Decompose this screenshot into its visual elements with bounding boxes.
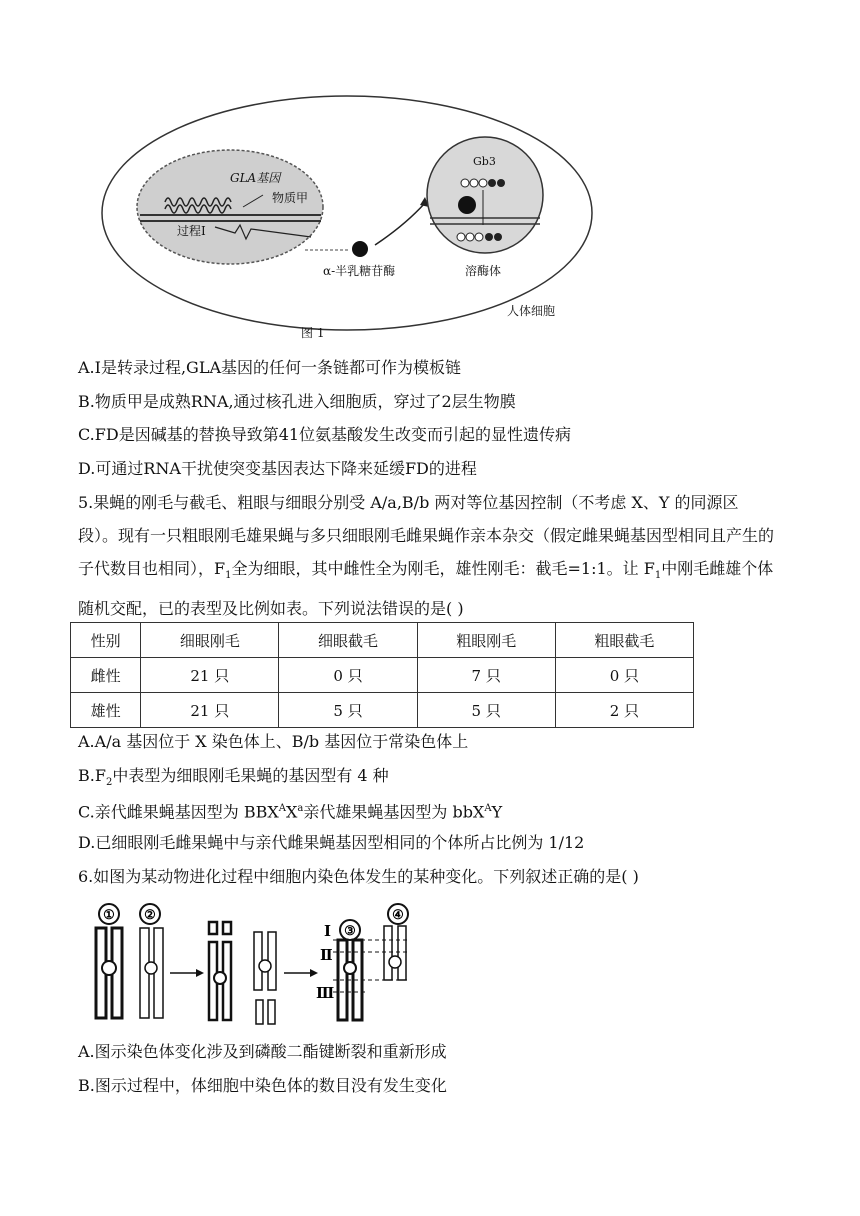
svg-text:②: ② [144,908,156,923]
table-row [71,658,694,693]
table-header: 性别 [71,623,141,658]
q5-stem: 5.果蝇的刚毛与截毛、粗眼与细眼分别受 A/a,B/b 两对等位基因控制（不考虑 X、Y 的同源区段）。现有一只粗眼刚毛雄果蝇与多只细眼刚毛雌果蝇作亲本杂交（假定雌果蝇基因型相同且产生的子代数目也相同），$F_1$全为细眼，其中雌性全为刚毛，雄性刚毛：截毛=1:1。让 $F_1$中刚毛雌雄个体随机交配，已的表型及比例如表。下列说法错误的是( ) [78,493,775,619]
q4-option-a: A.Ⅰ是转录过程,GLA基因的任何一条链都可作为模板链 [78,358,462,377]
chromosome-1 [96,928,122,1018]
chromosome-4 [384,926,406,980]
table-cell: 雌性 [71,658,141,693]
label-circle-3 [340,920,360,940]
table-header: 细眼刚毛 [141,623,279,658]
table-header: 细眼截毛 [279,623,417,658]
figure-caption: 图 1 [301,326,325,340]
table-cell: 7 只 [417,658,555,693]
label-circle-2 [140,904,160,924]
q5-phenotype-table [70,622,694,728]
label-circle-1 [99,904,119,924]
gb3-label: Gb3 [473,155,496,168]
figure-6-chromosome-diagram [88,900,428,1030]
q6-option-b: B.图示过程中，体细胞中染色体的数目没有发生变化 [78,1076,447,1095]
svg-text:①: ① [103,908,115,923]
svg-text:③: ③ [344,924,356,939]
q6-option-a: A.图示染色体变化涉及到磷酸二酯键断裂和重新形成 [78,1042,447,1061]
table-header: 粗眼截毛 [555,623,693,658]
table-cell: 21 只 [141,658,279,693]
table-cell: 21 只 [141,693,279,728]
table-cell: 0 只 [279,658,417,693]
roman-label-1: Ⅰ [324,922,332,940]
q4-option-c: C.FD是因碱基的替换导致第41位氨基酸发生改变而引起的显性遗传病 [78,425,572,444]
chromosome-fragments [209,922,276,1024]
table-cell: 雄性 [71,693,141,728]
chromosome-2 [140,928,163,1018]
q5-option-c: C.亲代雌果蝇基因型为 $BBX^AX^a$亲代雄果蝇基因型为 bbX$^A$Y [78,802,503,822]
table-cell: 5 只 [417,693,555,728]
roman-label-3: Ⅲ [316,984,335,1002]
q4-option-d: D.可通过RNA干扰使突变基因表达下降来延缓FD的进程 [78,459,477,478]
gla-gene-label: GLA基因 [230,171,281,185]
substance-label: 物质甲 [272,191,309,205]
process-label: 过程Ⅰ [177,224,206,238]
table-row [71,693,694,728]
svg-text:④: ④ [392,908,404,923]
lysosome-label: 溶酶体 [465,264,502,278]
table-cell: 0 只 [555,658,693,693]
label-circle-4 [388,904,408,924]
nucleus-region [137,150,323,264]
enzyme-blob [352,241,368,257]
table-cell: 2 只 [555,693,693,728]
q5-option-b: $B.F_2$中表型为细眼刚毛果蝇的基因型有 4 种 [78,766,389,789]
cell-label: 人体细胞 [507,304,556,318]
table-cell: 5 只 [279,693,417,728]
roman-label-2: Ⅱ [320,946,333,964]
enzyme-label: α-半乳糖苷酶 [323,264,396,278]
table-header: 粗眼刚毛 [417,623,555,658]
q4-option-b: B.物质甲是成熟RNA,通过核孔进入细胞质，穿过了2层生物膜 [78,392,516,411]
table-header-row [71,623,694,658]
figure-1-cell-diagram [95,85,595,345]
q5-option-a: A.A/a 基因位于 X 染色体上、B/b 基因位于常染色体上 [78,732,469,751]
q6-stem: 6.如图为某动物进化过程中细胞内染色体发生的某种变化。下列叙述正确的是( ) [78,867,639,886]
q5-option-d: D.已细眼刚毛雌果蝇中与亲代雌果蝇基因型相同的个体所占比例为 1/12 [78,833,585,852]
